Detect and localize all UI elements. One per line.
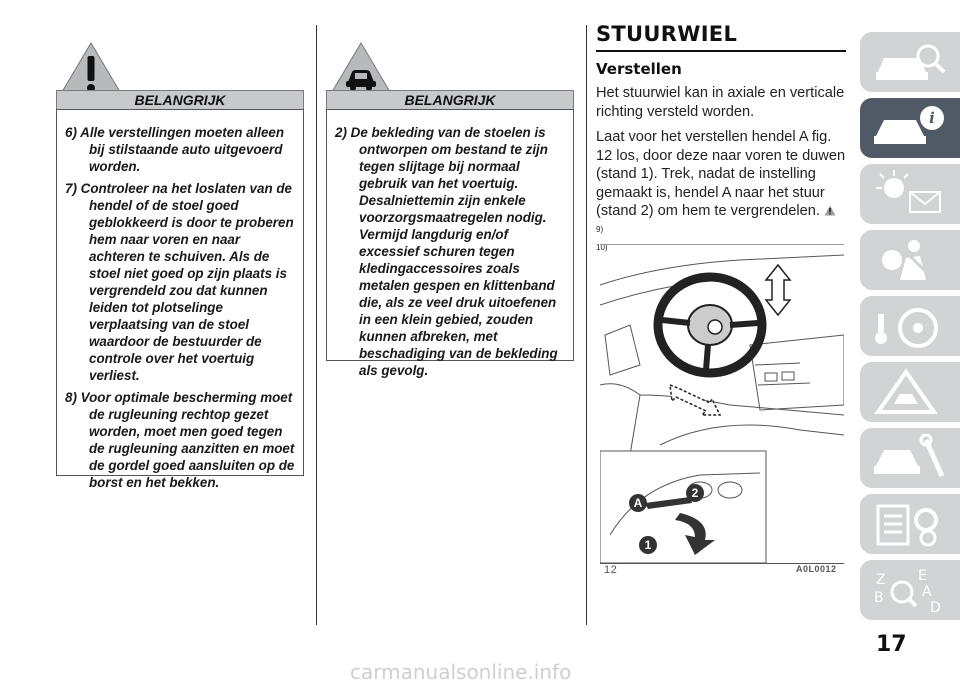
paragraph: Laat voor het verstellen hendel A fig. 12 los, door deze naar voren te duwen (stand 1). Trek, nadat de instelling gemaakt is, hendel A naar het stuur (stand 2) om hem te vergrendelen. $^{9)}$ 10) xyxy=(596,129,846,252)
steering-illustration xyxy=(600,245,844,563)
page-number: 17 xyxy=(876,632,907,657)
warning-box xyxy=(56,109,304,490)
airbag-safety-icon xyxy=(870,236,950,284)
subsection-title: Verstellen xyxy=(596,60,682,78)
column-divider xyxy=(316,25,317,625)
warning-small-icon xyxy=(824,203,836,219)
svg-text:A: A xyxy=(922,584,932,600)
svg-text:E: E xyxy=(918,568,927,584)
maintenance-icon xyxy=(870,434,950,482)
steering-figure xyxy=(600,244,844,564)
page-title: STUURWIEL xyxy=(596,22,738,46)
label-1: 1 xyxy=(644,538,652,552)
reference: 10) xyxy=(596,242,608,252)
nav-tab-technical-data[interactable] xyxy=(860,494,960,554)
svg-text:Z: Z xyxy=(876,572,886,588)
reference: 9) xyxy=(596,224,604,234)
label-a: A xyxy=(633,496,643,510)
warning-list xyxy=(327,110,573,396)
nav-tab-index[interactable] xyxy=(860,560,960,620)
warning-header: BELANGRIJK xyxy=(326,90,574,109)
warning-list xyxy=(57,110,303,508)
nav-tab-starting-driving[interactable] xyxy=(860,296,960,356)
warning-item: 2) De bekleding van de stoelen is ontworpen om bestand te zijn tegen slijtage bij normaal gebruik van het voertuig. Desalniettemin zijn enkele voorzorgsmaatregelen nodig. Vermijd langdurig en/of excessief schuren tegen kledingaccessoires zoals metalen gespen en klittenband die, als ze veel druk uitoefenen in een klein gebied, zouden kunnen afbreken, met beschadiging van de bekleding als gevolg. xyxy=(335,125,558,378)
nav-tab-warning-lights[interactable] xyxy=(860,164,960,224)
starting-driving-icon xyxy=(870,302,950,350)
index-icon xyxy=(870,566,950,614)
section-title xyxy=(596,22,846,52)
warning-lights-icon xyxy=(870,170,950,218)
warning-box xyxy=(326,109,574,378)
nav-tab-emergency[interactable] xyxy=(860,362,960,422)
nav-tab-car-info[interactable] xyxy=(860,98,960,158)
svg-text:i: i xyxy=(929,109,935,127)
nav-tab-safety[interactable] xyxy=(860,230,960,290)
dashboard-icon xyxy=(870,38,950,86)
warning-item: 6) Alle verstellingen moeten alleen bij stilstaande auto uitgevoerd worden. xyxy=(65,125,285,174)
warning-header: BELANGRIJK xyxy=(56,90,304,109)
nav-tab-dashboard[interactable] xyxy=(860,32,960,92)
car-info-icon xyxy=(870,104,950,152)
warning-item: 8) Voor optimale bescherming moet de rugleuning rechtop gezet worden, moet men goed tegen de rugleuning aanzitten en moet de gordel goed aansluiten op de borst en het bekken. xyxy=(65,390,295,490)
nav-tab-maintenance[interactable] xyxy=(860,428,960,488)
warning-item: 7) Controleer na het loslaten van de hendel of de stoel goed geblokkeerd is door te proberen hem naar voren en naar achteren te schuiven. Als de stoel niet goed op zijn plaats is vergrendeld zou dat kunnen leiden tot plotselinge verplaatsing van de stoel waardoor de bestuurder de controle over het voertuig verliest. xyxy=(65,181,294,383)
svg-text:B: B xyxy=(874,590,884,606)
paragraph: Het stuurwiel kan in axiale en verticale richting versteld worden. xyxy=(596,85,845,120)
watermark: carmanualsonline.info xyxy=(350,660,572,684)
label-2: 2 xyxy=(691,486,699,500)
figure-code: A0L0012 xyxy=(796,564,837,574)
technical-data-icon xyxy=(870,500,950,548)
column-divider xyxy=(586,25,587,625)
svg-text:D: D xyxy=(930,600,941,614)
emergency-icon xyxy=(870,368,950,416)
figure-number: 12 xyxy=(604,564,618,576)
title-underline xyxy=(596,50,846,52)
